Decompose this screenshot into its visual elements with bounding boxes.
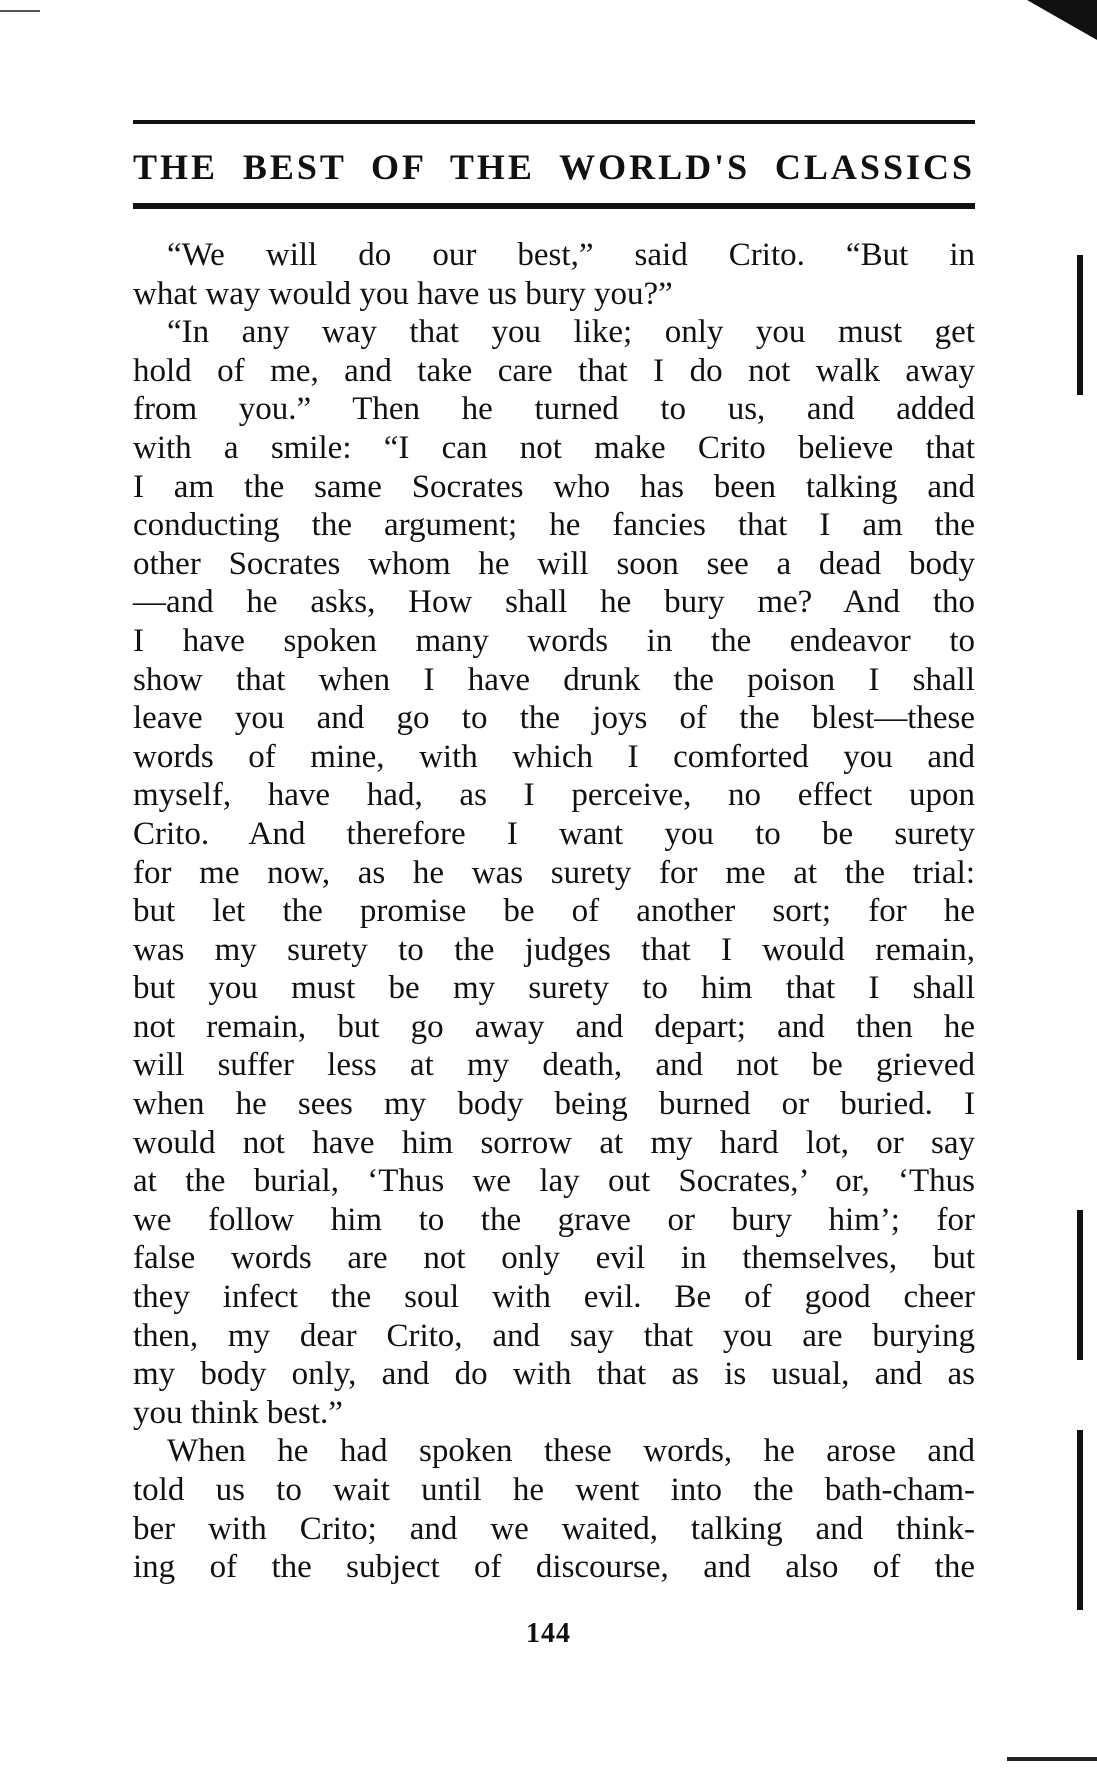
text-line: leave you and go to the joys of the blest—these (133, 700, 975, 737)
text-line: other Socrates whom he will soon see a dead body (133, 545, 975, 582)
text-line: ber with Crito; and we waited, talking and think- (133, 1510, 975, 1547)
text-line: what way would you have us bury you?” (133, 275, 673, 312)
text-line: —and he asks, How shall he bury me? And tho (133, 584, 975, 621)
text-line: “We will do our best,” said Crito. “But in (167, 237, 975, 273)
text-line: When he had spoken these words, he arose and (167, 1433, 975, 1470)
text-line: told us to wait until he went into the bath-cham- (133, 1472, 975, 1508)
text-line: with a smile: “I can not make Crito believe that (133, 429, 975, 466)
text-line: myself, have had, as I perceive, no effect upon (133, 777, 975, 814)
text-line: false words are not only evil in themselves, but (133, 1240, 975, 1277)
text-line: but you must be my surety to him that I shall (133, 970, 975, 1007)
header-rule-bottom (133, 203, 975, 209)
text-line: conducting the argument; he fancies that I am the (133, 507, 975, 544)
text-line: then, my dear Crito, and say that you are burying (133, 1317, 975, 1354)
text-line: will suffer less at my death, and not be grieved (133, 1047, 975, 1084)
scan-edge-shadow (1077, 1430, 1083, 1610)
text-line: my body only, and do with that as is usual, and as (133, 1356, 975, 1393)
text-line: they infect the soul with evil. Be of good cheer (133, 1279, 975, 1316)
body-text (133, 236, 975, 1587)
text-line: words of mine, with which I comforted you and (133, 738, 975, 775)
text-line: we follow him to the grave or bury him’; for (133, 1201, 975, 1238)
text-line: I am the same Socrates who has been talking and (133, 468, 975, 505)
text-line: you think best.” (133, 1394, 343, 1431)
text-line: hold of me, and take care that I do not walk away (133, 352, 975, 389)
text-line: Crito. And therefore I want you to be surety (133, 815, 975, 852)
text-line: would not have him sorrow at my hard lot, or say (133, 1124, 975, 1161)
text-line: “In any way that you like; only you must get (167, 314, 975, 351)
running-head: THE BEST OF THE WORLD'S CLASSICS (133, 147, 975, 187)
text-line: not remain, but go away and depart; and then he (133, 1008, 975, 1045)
text-line: for me now, as he was surety for me at the trial: (133, 854, 975, 891)
scan-corner-mark (1027, 0, 1097, 40)
text-line: was my surety to the judges that I would remain, (133, 931, 975, 968)
text-line: when he sees my body being burned or buried. I (133, 1086, 975, 1123)
text-line: from you.” Then he turned to us, and added (133, 391, 975, 428)
scan-edge-shadow (1077, 255, 1083, 395)
scan-edge-mark (1007, 1757, 1097, 1761)
text-line: I have spoken many words in the endeavor to (133, 622, 975, 659)
text-line: but let the promise be of another sort; for he (133, 893, 975, 930)
text-line: at the burial, ‘Thus we lay out Socrates,’ or, ‘Thus (133, 1163, 975, 1200)
page-number: 144 (526, 1618, 571, 1649)
header-rule-top (133, 120, 975, 124)
scan-edge-shadow (1077, 1210, 1083, 1360)
text-line: ing of the subject of discourse, and also of the (133, 1549, 975, 1586)
scan-edge-mark (0, 10, 40, 12)
text-line: show that when I have drunk the poison I shall (133, 661, 975, 698)
